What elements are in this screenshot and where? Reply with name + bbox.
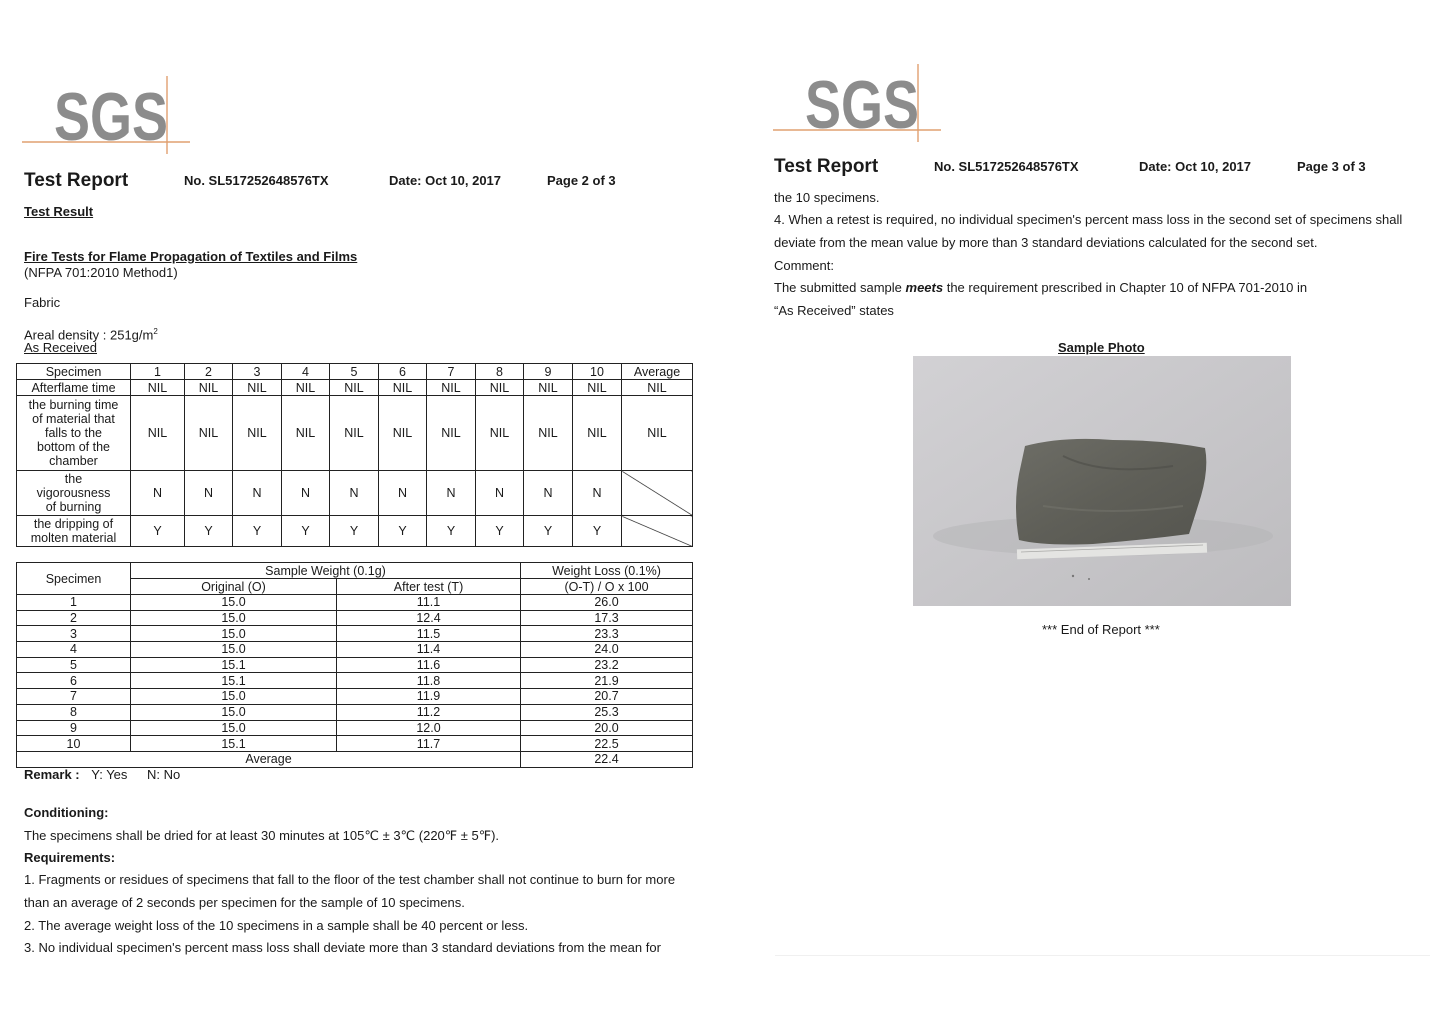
report-title: Test Report: [774, 156, 879, 177]
row-label: the burning time of material that falls to the bottom of the chamber: [17, 396, 131, 471]
requirements-title: Requirements:: [24, 850, 116, 865]
table-cell: Y: [427, 516, 476, 547]
table-cell: 12.0: [337, 720, 521, 736]
table-row: [17, 380, 693, 396]
table-cell: NIL: [282, 396, 330, 471]
header-cell: 5: [330, 364, 379, 380]
header-cell: (O-T) / O x 100: [521, 579, 693, 595]
table-cell: NIL: [131, 380, 185, 396]
table-row: [17, 689, 693, 705]
requirement-1: 1. Fragments or residues of specimens that fall to the floor of the test chamber shall not continue to burn for more than an average of 2 seconds per specimen for the sample of 10 specimens.: [24, 872, 676, 910]
table-cell: N: [379, 471, 427, 516]
table-cell: 11.6: [337, 657, 521, 673]
photo-title: Sample Photo: [1058, 340, 1145, 355]
table-cell: N: [185, 471, 233, 516]
table-row: [17, 642, 693, 658]
sgs-logo: [773, 62, 943, 144]
page-bottom-rule: [775, 955, 1430, 956]
table-cell: 11.2: [337, 704, 521, 720]
requirement-3: 3. No individual specimen's percent mass loss shall deviate more than 3 standard deviations from the mean for: [24, 940, 661, 955]
table-cell: 26.0: [521, 595, 693, 611]
conditioning-title: Conditioning:: [24, 805, 109, 820]
table-header-row: [17, 563, 693, 579]
burning-behaviour-table: [16, 363, 693, 547]
table-cell: NIL: [524, 380, 573, 396]
table-cell: 4: [17, 642, 131, 658]
table-cell: 2: [17, 610, 131, 626]
header-cell: 9: [524, 364, 573, 380]
table-row: [17, 626, 693, 642]
table-cell: NIL: [185, 396, 233, 471]
report-number: No. SL517252648576TX: [184, 173, 329, 188]
row-label: the vigorousness of burning: [17, 471, 131, 516]
header-cell: Original (O): [131, 579, 337, 595]
table-cell: 8: [17, 704, 131, 720]
table-cell: 11.4: [337, 642, 521, 658]
table-cell: Y: [330, 516, 379, 547]
header-cell: 7: [427, 364, 476, 380]
table-cell: 20.7: [521, 689, 693, 705]
report-page-3: [715, 0, 1430, 1032]
table-cell: 7: [17, 689, 131, 705]
table-cell: NIL: [476, 396, 524, 471]
test-method: (NFPA 701:2010 Method1): [24, 265, 178, 280]
table-cell: 12.4: [337, 610, 521, 626]
table-header-row: [17, 364, 693, 380]
table-cell: N: [427, 471, 476, 516]
table-cell: NIL: [476, 380, 524, 396]
report-date: Date: Oct 10, 2017: [1139, 159, 1252, 174]
sample-photo: [913, 356, 1291, 606]
remark-yes: Y: Yes: [91, 767, 128, 782]
table-row: [17, 673, 693, 689]
table-cell: NIL: [573, 396, 622, 471]
header-cell: 6: [379, 364, 427, 380]
table-row: [17, 516, 693, 547]
table-row: [17, 704, 693, 720]
header-cell: 3: [233, 364, 282, 380]
table-cell: 6: [17, 673, 131, 689]
table-cell: NIL: [427, 380, 476, 396]
header-cell: 4: [282, 364, 330, 380]
table-cell: Y: [524, 516, 573, 547]
end-of-report: *** End of Report ***: [1042, 622, 1160, 637]
table-cell: N: [330, 471, 379, 516]
empty-diagonal-cell: [622, 471, 693, 516]
table-cell: N: [524, 471, 573, 516]
comment-text: The submitted sample meets the requirement prescribed in Chapter 10 of NFPA 701-2010 in: [774, 280, 1308, 295]
material-type: Fabric: [24, 295, 61, 310]
table-cell: 15.0: [131, 610, 337, 626]
header-cell: Weight Loss (0.1%): [521, 563, 693, 579]
sgs-logo-text: SGS: [805, 67, 919, 143]
table-cell: 11.8: [337, 673, 521, 689]
table-cell: N: [476, 471, 524, 516]
header-cell: Specimen: [17, 364, 131, 380]
table-cell: NIL: [282, 380, 330, 396]
remark-no: N: No: [147, 767, 181, 782]
table-cell: Y: [379, 516, 427, 547]
table-cell: NIL: [185, 380, 233, 396]
table-cell: NIL: [233, 380, 282, 396]
table-cell: 22.5: [521, 736, 693, 752]
table-row: [17, 736, 693, 752]
table-cell: 9: [17, 720, 131, 736]
table-row: [17, 610, 693, 626]
table-cell: NIL: [573, 380, 622, 396]
remark: [24, 767, 180, 783]
remark-label: Remark :: [24, 767, 80, 782]
table-cell: N: [573, 471, 622, 516]
header-cell: Average: [622, 364, 693, 380]
condition-label: As Received: [24, 340, 97, 355]
table-cell: 23.3: [521, 626, 693, 642]
table-cell: Y: [476, 516, 524, 547]
table-cell: 11.5: [337, 626, 521, 642]
table-row: [17, 471, 693, 516]
header-cell: After test (T): [337, 579, 521, 595]
table-row: [17, 720, 693, 736]
requirement-4: 4. When a retest is required, no individual specimen's percent mass loss in the second set of specimens shall deviate from the mean value by more than 3 standard deviations calculated for the second set.: [774, 212, 1403, 250]
table-cell: 21.9: [521, 673, 693, 689]
table-cell: 11.1: [337, 595, 521, 611]
table-cell: Y: [131, 516, 185, 547]
report-number: No. SL517252648576TX: [934, 159, 1079, 174]
row-label: the dripping of molten material: [17, 516, 131, 547]
table-cell: Y: [233, 516, 282, 547]
table-cell: 15.0: [131, 704, 337, 720]
table-cell: 20.0: [521, 720, 693, 736]
table-cell: 15.0: [131, 626, 337, 642]
table-cell: 1: [17, 595, 131, 611]
row-label: Afterflame time: [17, 380, 131, 396]
table-cell: N: [131, 471, 185, 516]
table-cell: 15.0: [131, 689, 337, 705]
requirement-3-continued: the 10 specimens.: [774, 190, 880, 205]
table-cell: 11.7: [337, 736, 521, 752]
table-average-row: [17, 751, 693, 767]
table-cell: 11.9: [337, 689, 521, 705]
table-cell: NIL: [524, 396, 573, 471]
areal-density: Areal density : $251g/m^2$: [24, 327, 158, 343]
comment-text-line2: “As Received” states: [774, 303, 894, 318]
comment-emphasis: meets: [905, 280, 944, 295]
table-cell: 23.2: [521, 657, 693, 673]
table-cell: Y: [185, 516, 233, 547]
report-title: Test Report: [24, 170, 129, 191]
table-cell: NIL: [427, 396, 476, 471]
average-cell: NIL: [622, 396, 693, 471]
page-number: Page 3 of 3: [1297, 159, 1366, 174]
table-cell: 15.1: [131, 736, 337, 752]
average-label: Average: [17, 751, 521, 767]
table-row: [17, 657, 693, 673]
table-cell: NIL: [379, 396, 427, 471]
sgs-logo-text: SGS: [54, 79, 168, 155]
table-cell: 3: [17, 626, 131, 642]
header-cell: 10: [573, 364, 622, 380]
table-cell: 10: [17, 736, 131, 752]
comment-label: Comment:: [774, 258, 834, 273]
table-cell: 15.1: [131, 657, 337, 673]
report-date: Date: Oct 10, 2017: [389, 173, 502, 188]
table-row: [17, 396, 693, 471]
table-cell: NIL: [131, 396, 185, 471]
table-cell: NIL: [233, 396, 282, 471]
header-cell: 2: [185, 364, 233, 380]
table-cell: 5: [17, 657, 131, 673]
test-title: Fire Tests for Flame Propagation of Textiles and Films: [24, 249, 358, 264]
header-cell: Specimen: [17, 563, 131, 595]
table-cell: NIL: [379, 380, 427, 396]
header-cell: Sample Weight (0.1g): [131, 563, 521, 579]
requirement-2: 2. The average weight loss of the 10 specimens in a sample shall be 40 percent or less.: [24, 918, 529, 933]
table-cell: N: [233, 471, 282, 516]
table-cell: N: [282, 471, 330, 516]
average-value: 22.4: [521, 751, 693, 767]
table-cell: NIL: [330, 396, 379, 471]
table-cell: 15.1: [131, 673, 337, 689]
table-cell: 15.0: [131, 595, 337, 611]
table-row: [17, 595, 693, 611]
table-cell: Y: [282, 516, 330, 547]
table-cell: 24.0: [521, 642, 693, 658]
section-title: Test Result: [24, 204, 94, 219]
table-cell: Y: [573, 516, 622, 547]
sgs-logo: [22, 74, 192, 156]
table-cell: 17.3: [521, 610, 693, 626]
header-cell: 1: [131, 364, 185, 380]
weight-loss-table: [16, 562, 693, 768]
table-cell: 15.0: [131, 642, 337, 658]
table-cell: NIL: [330, 380, 379, 396]
header-cell: 8: [476, 364, 524, 380]
average-cell: NIL: [622, 380, 693, 396]
empty-diagonal-cell: [622, 516, 693, 547]
table-cell: 15.0: [131, 720, 337, 736]
page-number: Page 2 of 3: [547, 173, 616, 188]
conditioning-text: The specimens shall be dried for at least 30 minutes at 105℃ ± 3℃ (220℉ ± 5℉).: [24, 828, 500, 843]
table-cell: 25.3: [521, 704, 693, 720]
